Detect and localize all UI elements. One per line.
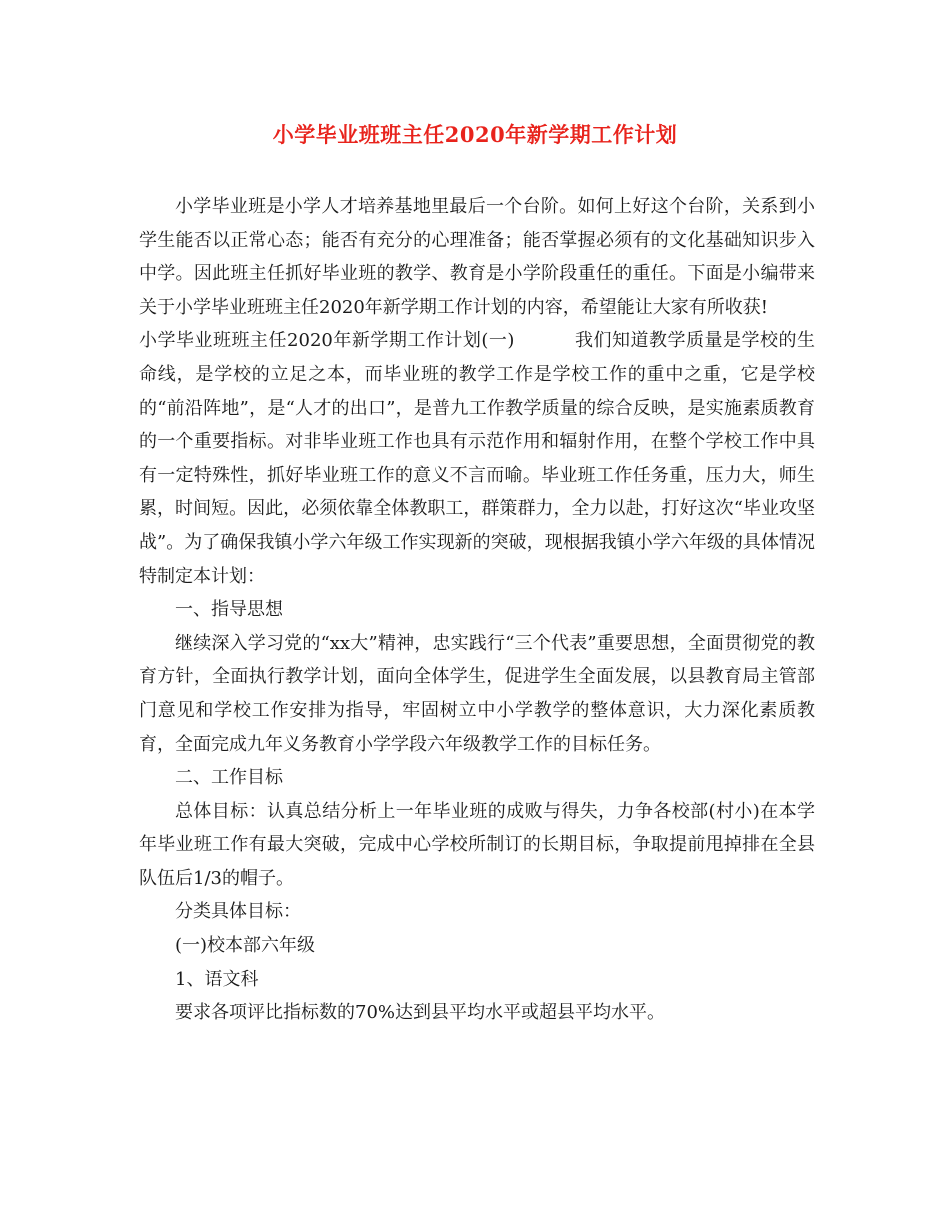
document-body: [139, 190, 815, 1030]
intro-paragraph: 小学毕业班是小学人才培养基地里最后一个台阶。如何上好这个台阶，关系到小学生能否以正常心态；能否有充分的心理准备；能否掌握必须有的文化基础知识步入中学。因此班主任抓好毕业班的教学、教育是小学阶段重任的重任。下面是小编带来关于小学毕业班班主任2020年新学期工作计划的内容，希望能让大家有所收获!: [139, 196, 815, 318]
school-heading: (一)校本部六年级: [175, 935, 316, 957]
section-heading-work-goals: 二、工作目标: [175, 767, 283, 789]
document-title: 小学毕业班班主任2020年新学期工作计划: [272, 122, 678, 147]
chinese-subject-requirement: 要求各项评比指标数的70%达到县平均水平或超县平均水平。: [175, 1002, 666, 1024]
sub-goals-heading: 分类具体目标：: [175, 901, 301, 923]
part-one-text: 我们知道教学质量是学校的生命线，是学校的立足之本，而毕业班的教学工作是学校工作的重中之重，它是学校的“前沿阵地”，是“人才的出口”，是普九工作教学质量的综合反映，是实施素质教育的一个重要指标。对非毕业班工作也具有示范作用和辐射作用，在整个学校工作中具有一定特殊性，抓好毕业班工作的意义不言而喻。毕业班工作任务重，压力大，师生累，时间短。因此，必须依靠全体教职工，群策群力，全力以赴，打好这次“毕业攻坚战”。为了确保我镇小学六年级工作实现新的突破，现根据我镇小学六年级的具体情况特制定本计划：: [139, 330, 815, 587]
part-one-label: 小学毕业班班主任2020年新学期工作计划(一): [139, 330, 515, 352]
part-one-paragraph: [139, 324, 815, 593]
guiding-ideology-paragraph: 继续深入学习党的“xx大”精神，忠实践行“三个代表”重要思想，全面贯彻党的教育方针，全面执行教学计划，面向全体学生，促进学生全面发展，以县教育局主管部门意见和学校工作安排为指导，牢固树立中小学教学的整体意识，大力深化素质教育，全面完成九年义务教育小学学段六年级教学工作的目标任务。: [139, 632, 815, 755]
section-heading-guiding-ideology: 一、指导思想: [175, 599, 283, 621]
overall-goal-paragraph: 总体目标：认真总结分析上一年毕业班的成败与得失，力争各校部(村小)在本学年毕业班工作有最大突破，完成中心学校所制订的长期目标，争取提前甩掉排在全县队伍后1/3的帽子。: [139, 800, 815, 889]
subject-heading-chinese: 1、语文科: [175, 968, 259, 990]
